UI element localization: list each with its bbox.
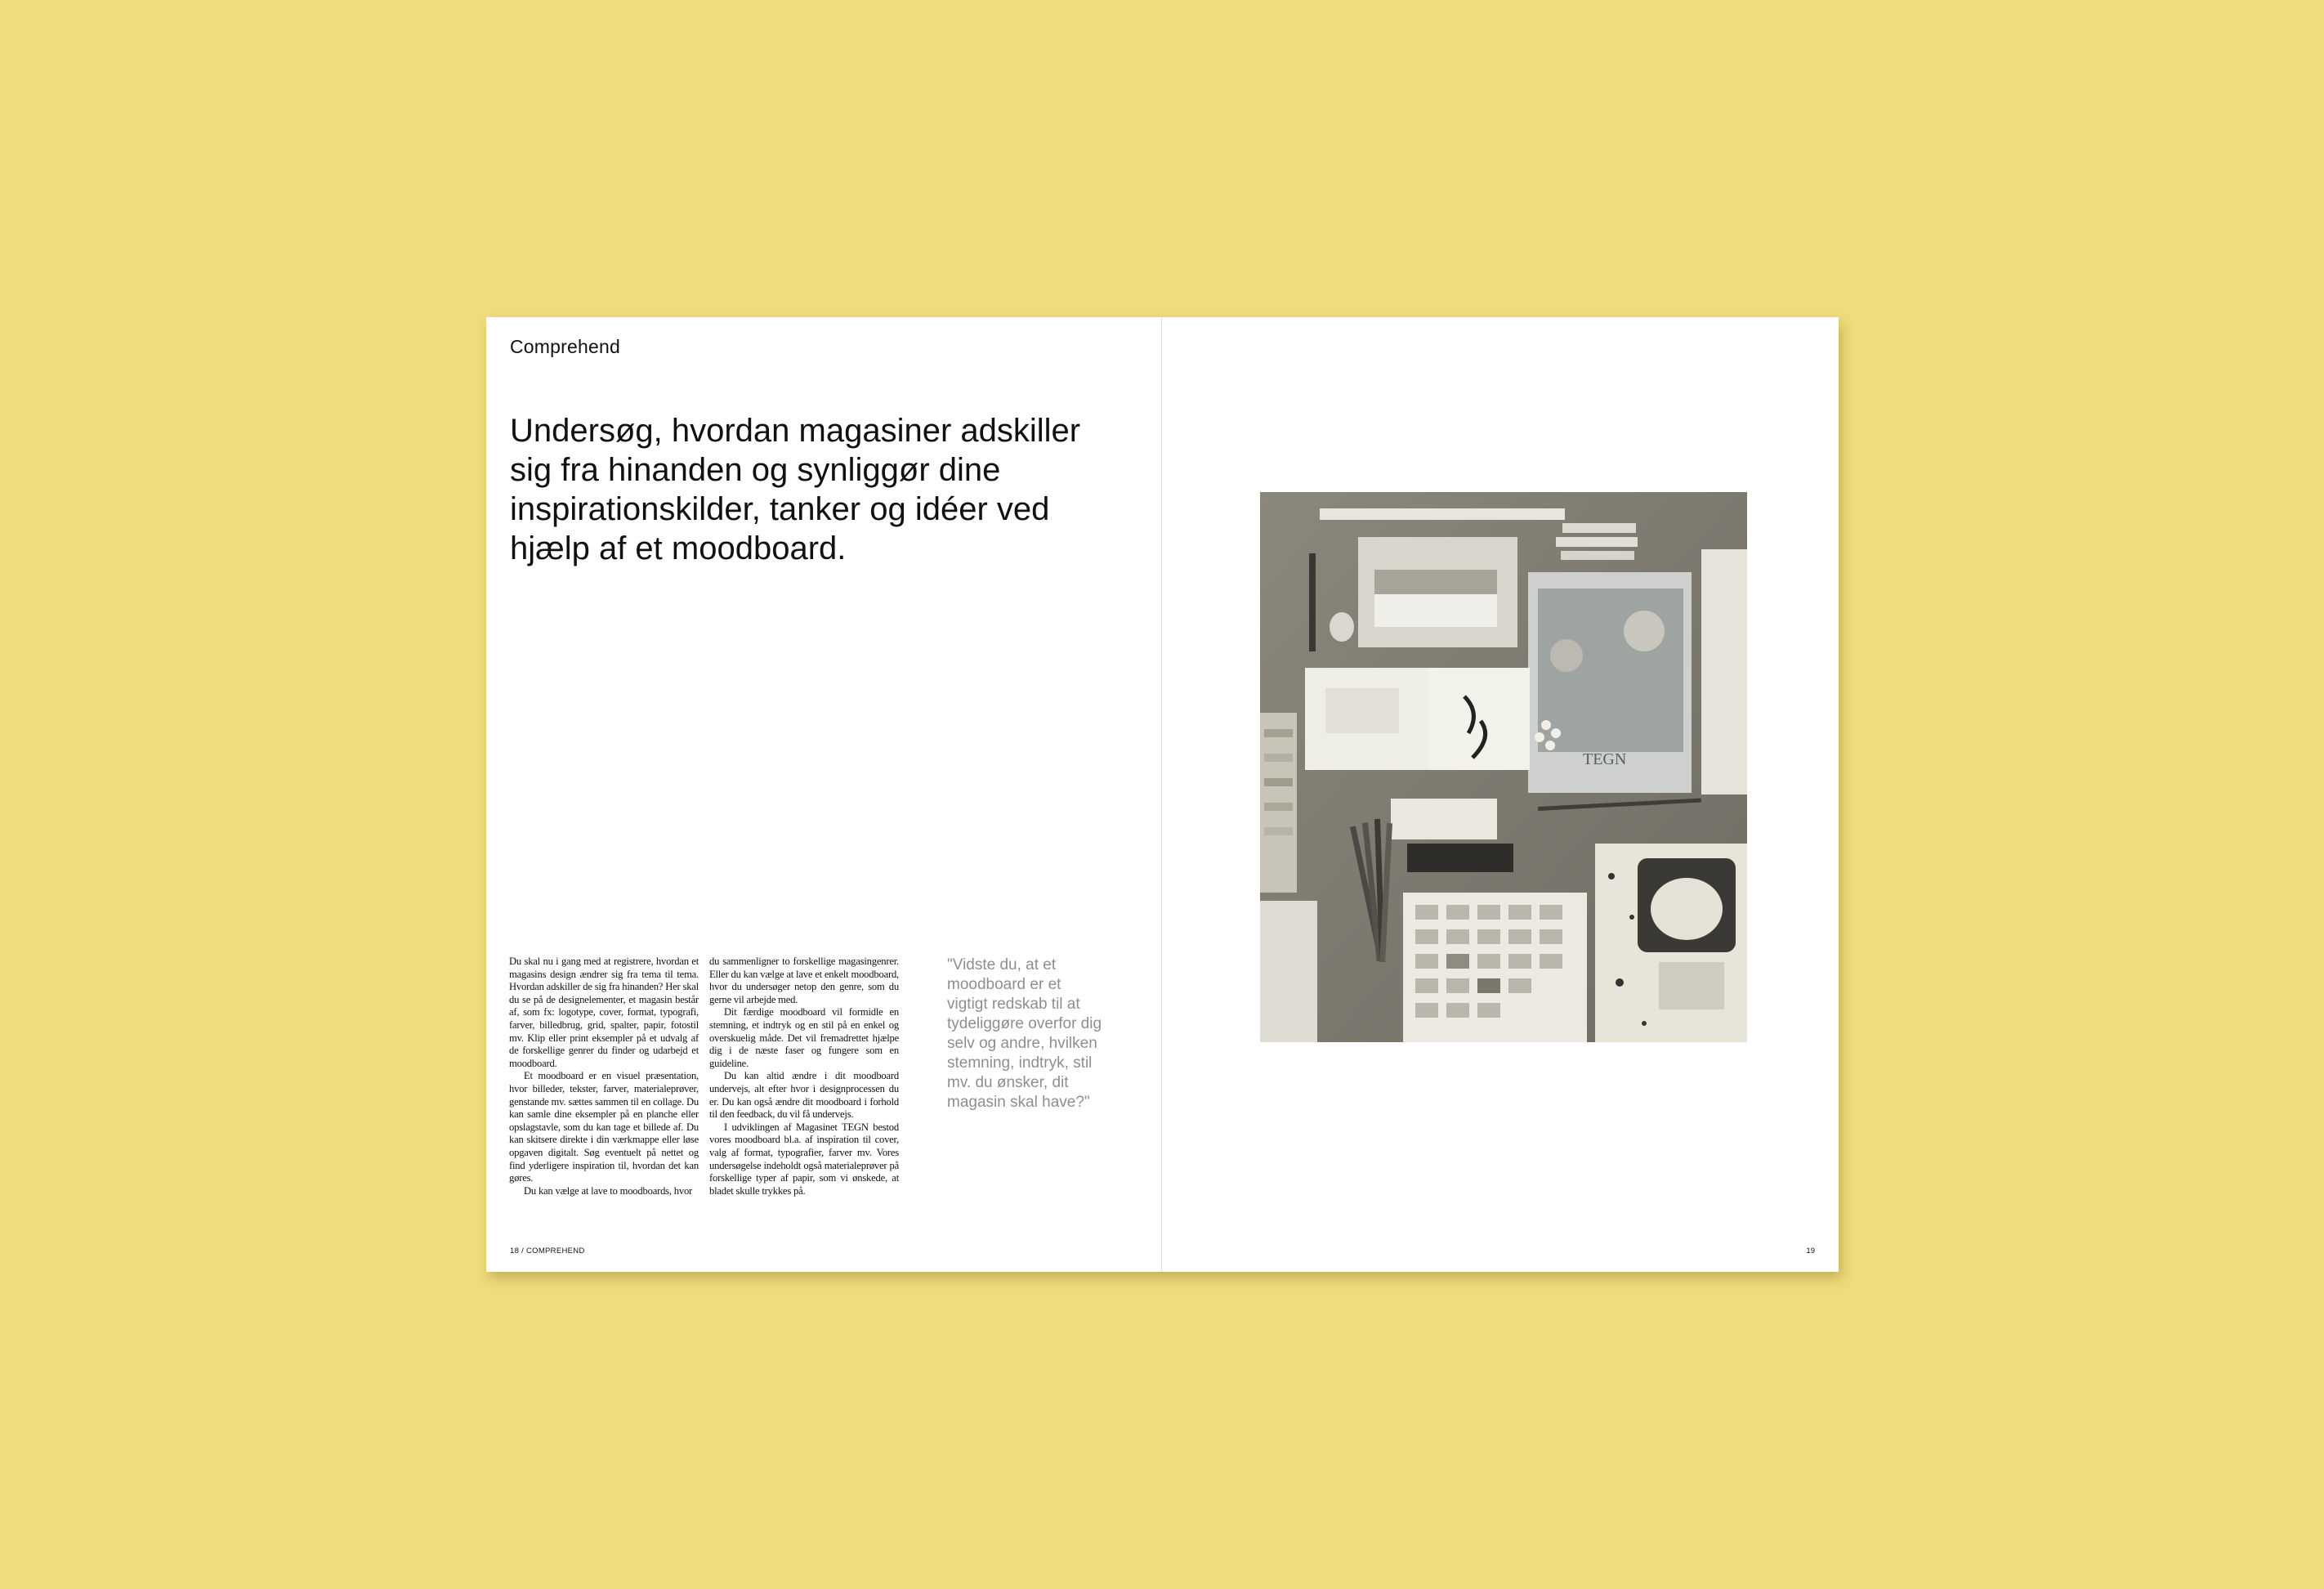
magazine-cover-text: TEGN [1583, 750, 1627, 768]
pull-quote: "Vidste du, at et moodboard er et vigtigt redskab til at tydeliggøre overfor dig selv og andre, hvilken stemning, indtryk, stil mv. du ønsker, dit magasin skal have?" [947, 956, 1102, 1111]
body-paragraph: I udviklingen af Magasinet TEGN bestod vores moodboard bl.a. af inspiration til cover, valg af format, typografier, farver mv. Vores undersøgelse indeholdt også materialeprøver på forskellige typer af papir, som vi ønskede, at bladet skulle trykkes på. [709, 1121, 899, 1197]
right-page [1162, 317, 1839, 1272]
body-paragraph: Et moodboard er en visuel præsentation, hvor billeder, tekster, farver, materialeprøver, genstande mv. sættes sammen til en collage. Du kan samle dine eksempler på en planche eller opslagstavle, som du kan tage et billede af. Du kan skitsere direkte i din værkmappe eller løse opgaven digitalt. Søg eventuelt på nettet og find yderligere inspiration til, hvordan det kan gøres. [509, 1070, 699, 1184]
body-paragraph: Du kan vælge at lave to moodboards, hvor [524, 1184, 693, 1197]
body-column-2 [709, 956, 899, 1197]
section-label: Comprehend [510, 336, 620, 357]
page-folio-left: 18 / COMPREHEND [510, 1247, 585, 1256]
headline: Undersøg, hvordan magasiner adskiller sig fra hinanden og synliggør dine inspirationskilder, tanker og idéer ved hjælp af et moodboard. [510, 413, 1081, 566]
body-paragraph: Du kan altid ændre i dit moodboard undervejs, alt efter hvor i designprocessen du er. Du kan også ændre dit moodboard i forhold til den feedback, du vil få undervejs. [709, 1070, 899, 1121]
page-folio-right: 19 [1806, 1247, 1815, 1256]
body-paragraph: Du skal nu i gang med at registrere, hvordan et magasins design ændrer sig fra tema til tema. Hvordan adskiller de sig fra hinanden? Her skal du se på de designelementer, et magasin består af, som fx: logotype, cover, format, typografi, farver, billedbrug, grid, spalter, papir, fotostil mv. Klip eller print eksempler på et udvalg af de forskellige genrer du finder og udarbejd et moodboard. [509, 956, 699, 1069]
moodboard-illustration [1260, 492, 1747, 1042]
body-paragraph: du sammenligner to forskellige magasingenrer. Eller du kan vælge at lave et enkelt moodboard, hvor du undersøger netop den genre, som du gerne vil arbejde med. [709, 956, 899, 1005]
moodboard-photo [1260, 492, 1747, 1042]
magazine-spread [486, 317, 1839, 1272]
body-paragraph: Dit færdige moodboard vil formidle en stemning, et indtryk og en stil på en enkel og overskuelig måde. Det vil fremadrettet hjælpe dig i de næste faser og fungere som en guideline. [709, 1006, 899, 1069]
left-page [486, 317, 1162, 1272]
body-column-1 [509, 956, 699, 1197]
